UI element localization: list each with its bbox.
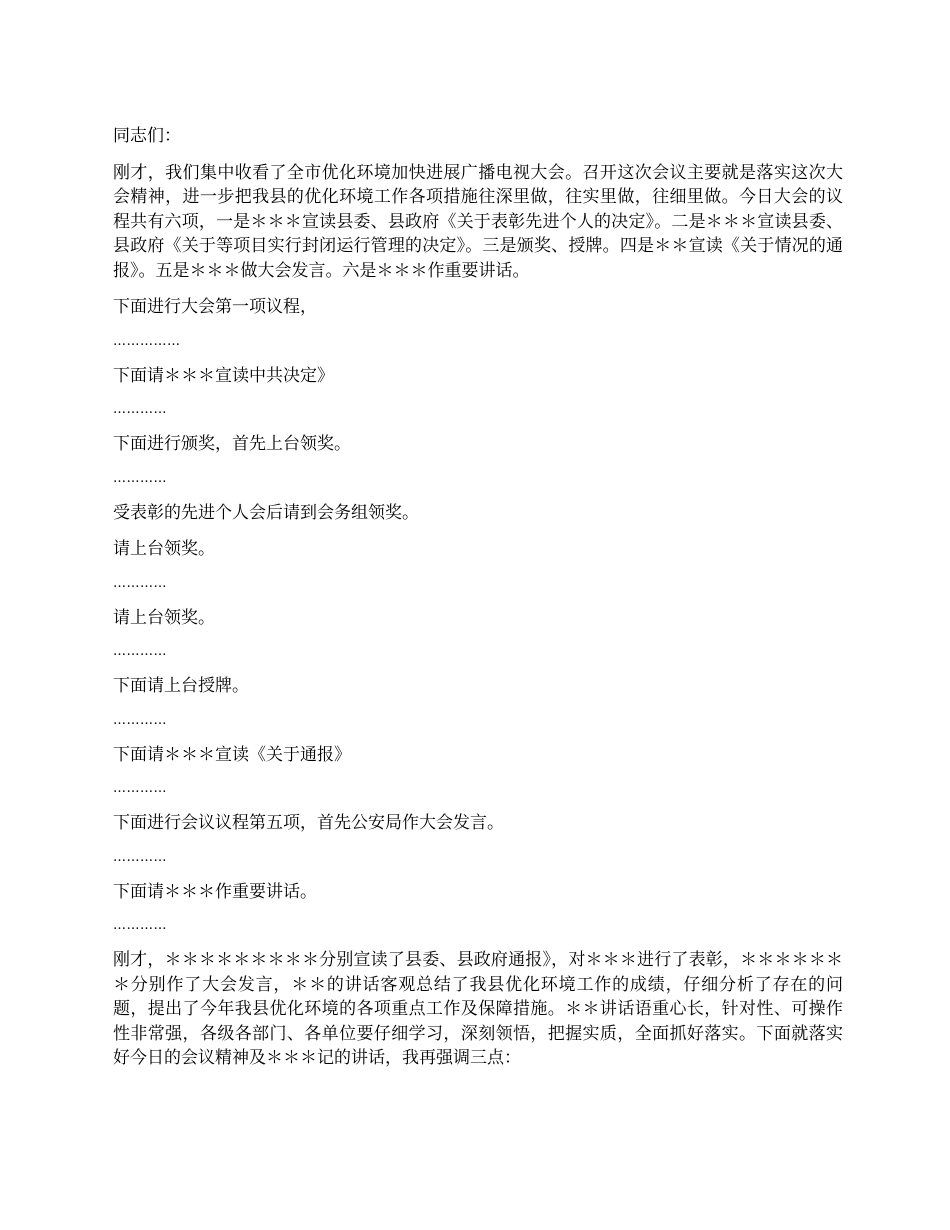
spacer: [113, 420, 843, 432]
salutation: 同志们：: [113, 126, 181, 146]
spacer: [113, 662, 843, 674]
spacer: [113, 868, 843, 880]
agenda-item-5: 请上台领奖。: [113, 539, 215, 559]
spacer: [113, 283, 843, 295]
spacer: [113, 767, 843, 779]
spacer: [113, 594, 843, 606]
agenda-item-9: 下面进行会议议程第五项，首先公安局作大会发言。: [113, 813, 504, 833]
agenda-item-4: 受表彰的先进个人会后请到会务组领奖。: [113, 502, 419, 523]
spacer: [113, 630, 843, 642]
spacer: [113, 525, 843, 537]
closing-paragraph: 刚才，＊＊＊＊＊＊＊＊＊分别宣读了县委、县政府通报》，对＊＊＊进行了表彰，＊＊＊＊＊＊＊分别作了大会发言，＊＊的讲话客观总结了我县优化环境工作的成绩，仔细分析了存在的问题，提出了今年我县优化环境的各项重点工作及保障措施。＊＊讲话语重心长，针对性、可操作性非常强，各级各部门、各单位要仔细学习，深刻领悟，把握实质，全面抓好落实。下面就落实好今日的会议精神及＊＊＊记的讲话，我再强调三点：: [113, 950, 843, 1068]
spacer: [113, 457, 843, 469]
ellipsis-line: …………: [113, 470, 167, 486]
spacer: [113, 731, 843, 743]
spacer: [113, 904, 843, 916]
spacer: [113, 562, 843, 574]
spacer: [113, 388, 843, 400]
ellipsis-line: …………: [113, 781, 167, 796]
spacer: [113, 836, 843, 848]
document-body: [113, 124, 843, 1071]
agenda-item-1: 下面进行大会第一项议程，: [113, 297, 317, 317]
spacer: [113, 799, 843, 811]
ellipsis-line: …………: [113, 918, 167, 933]
ellipsis-line: …………: [113, 849, 167, 865]
agenda-item-10: 下面请＊＊＊作重要讲话。: [113, 881, 317, 902]
spacer: [113, 352, 843, 364]
spacer: [113, 489, 843, 501]
ellipsis-line: …………: [113, 575, 167, 591]
ellipsis-line: …………: [113, 644, 167, 659]
spacer: [113, 699, 843, 711]
ellipsis-line: ……………: [113, 333, 181, 349]
intro-paragraph: 刚才，我们集中收看了全市优化环境加快进展广播电视大会。召开这次会议主要就是落实这次大会精神，进一步把我县的优化环境工作各项措施往深里做，往实里做，往细里做。今日大会的议程共有六项，一是＊＊＊宣读县委、县政府《关于表彰先进个人的决定》。二是＊＊＊宣读县委、县政府《关于等项目实行封闭运行管理的决定》。三是颁奖、授牌。四是＊＊宣读《关于情况的通报》。五是＊＊＊做大会发言。六是＊＊＊作重要讲话。: [113, 162, 843, 281]
agenda-item-7: 下面请上台授牌。: [113, 676, 249, 696]
agenda-item-8: 下面请＊＊＊宣读《关于通报》: [113, 744, 351, 765]
spacer: [113, 320, 843, 332]
spacer: [113, 149, 843, 161]
ellipsis-line: …………: [113, 402, 167, 417]
agenda-item-2: 下面请＊＊＊宣读中共决定》: [113, 365, 334, 386]
ellipsis-line: …………: [113, 712, 167, 728]
agenda-item-6: 请上台领奖。: [113, 607, 215, 628]
spacer: [113, 936, 843, 948]
agenda-item-3: 下面进行颁奖，首先上台领奖。: [113, 434, 351, 454]
